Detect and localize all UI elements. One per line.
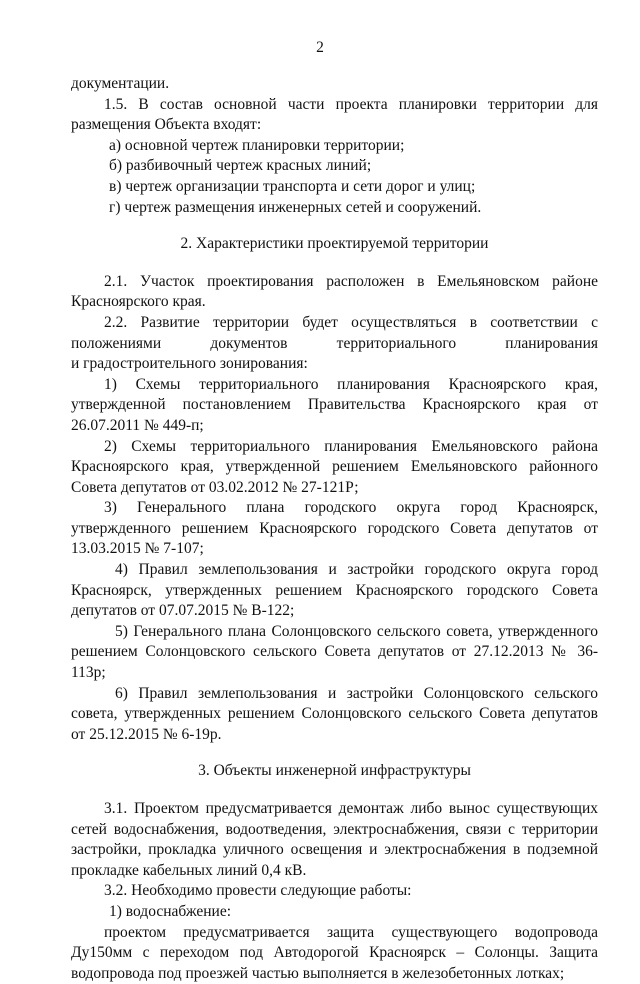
paragraph-2-2-end: и градостроительного зонирования: (71, 355, 308, 373)
paragraph-water-protection: проектом предусматривается защита существующего водопровода Ду150мм с переходом под Автодорогой Красноярск – Солонцы. Защита водопровода под проезжей частью выполняется в железобетонных лотках; (71, 923, 598, 982)
document-list-item-5: 5) Генерального плана Солонцовского сельского совета, утвержденного решением Солонцовского сельского Совета депутатов от 27.12.2013 № 36-113р; (71, 622, 598, 682)
document-list-item-1: 1) Схемы территориального планирования Красноярского края, утвержденной постановлением Правительства Красноярского края от 26.07.2011 № 449-п; (71, 375, 598, 434)
list-item-a: а) основной чертеж планировки территории; (109, 136, 405, 154)
section-3-heading: 3. Объекты инженерной инфраструктуры (198, 762, 471, 780)
document-body (71, 74, 598, 984)
list-item-water: 1) водоснабжение: (109, 902, 232, 920)
list-item-v: в) чертеж организации транспорта и сети дорог и улиц; (109, 177, 476, 195)
paragraph-3-1: 3.1. Проектом предусматривается демонтаж либо вынос существующих сетей водоснабжения, водоотведения, электроснабжения, связи с территории застройки, прокладка уличного освещения и электроснабжения в подземной прокладке кабельных линий 0,4 кВ. (71, 800, 598, 879)
document-list-item-2: 2) Схемы территориального планирования Емельяновского района Красноярского края, утвержденной решением Емельяновского районного Совета депутатов от 03.02.2012 № 27-121Р; (71, 437, 598, 496)
list-item-g: г) чертеж размещения инженерных сетей и сооружений. (109, 198, 482, 216)
page-number: 2 (316, 39, 324, 56)
section-2-heading: 2. Характеристики проектируемой территории (180, 235, 489, 253)
document-list-item-6: 6) Правил землепользования и застройки Солонцовского сельского совета, утвержденных решением Солонцовского сельского Совета депутатов от 25.12.2015 № 6-19р. (71, 684, 598, 743)
list-item-b: б) разбивочный чертеж красных линий; (109, 157, 372, 175)
paragraph-continuation: документации. (71, 75, 170, 92)
paragraph-3-2: 3.2. Необходимо провести следующие работы: (104, 882, 412, 900)
paragraph-2-1: 2.1. Участок проектирования расположен в Емельяновском районе Красноярского края. (71, 272, 598, 311)
paragraph-2-2: 2.2. Развитие территории будет осуществляться в соответствии с положениями документов территориального планирования (71, 313, 598, 352)
paragraph-1-5: 1.5. В состав основной части проекта планировки территории для размещения Объекта входят: (71, 95, 598, 134)
document-list-item-3: 3) Генерального плана городского округа город Красноярск, утвержденного решением Красноярского городского Совета депутатов от 13.03.2015 № 7-107; (71, 499, 598, 558)
document-list-item-4: 4) Правил землепользования и застройки городского округа город Красноярск, утвержденных решением Красноярского городского Совета депутатов от 07.07.2015 № В-122; (71, 561, 598, 620)
